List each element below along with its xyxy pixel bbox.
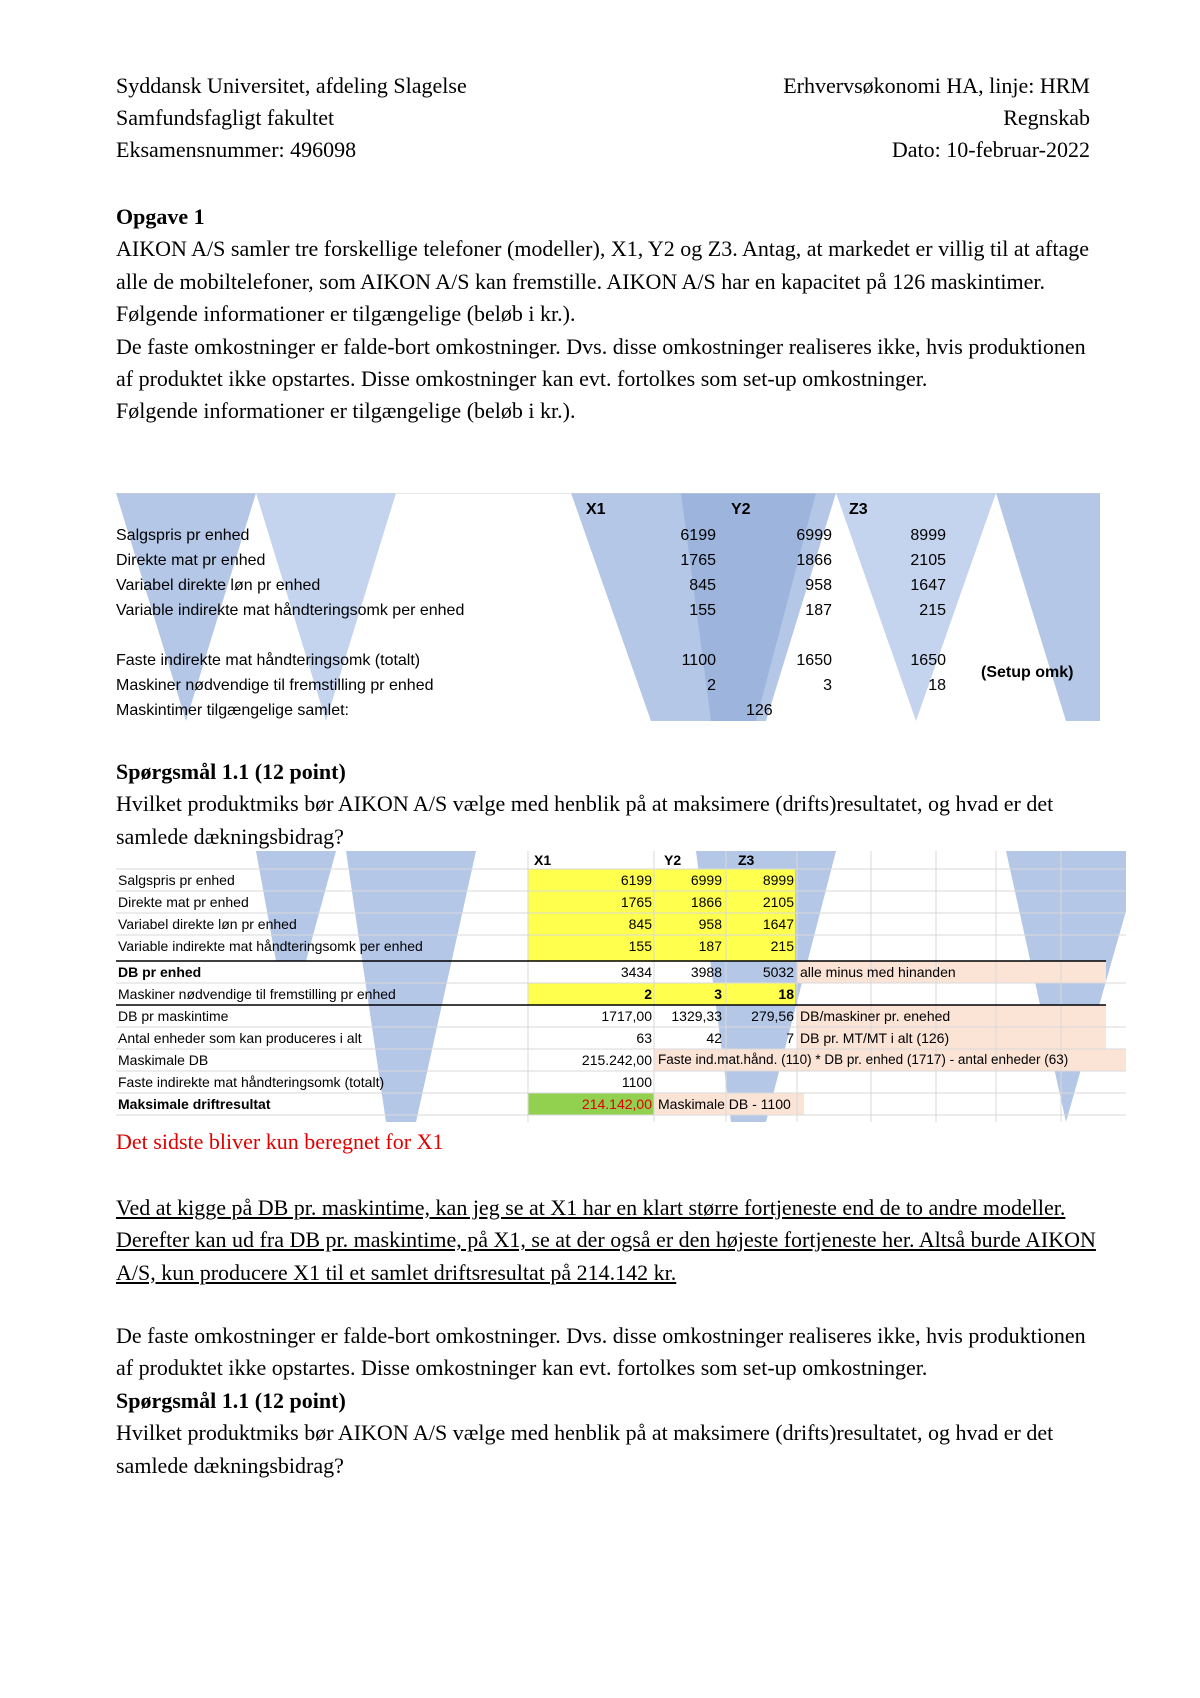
table2-col-y2: Y2 [664,852,682,868]
table1-cell: 126 [746,702,773,719]
table2-row-label: Maskiner nødvendige til fremstilling pr enhed [118,986,396,1002]
task-info-2: Følgende informationer er tilgængelige (beløb i kr.). [116,398,576,424]
table1-cell: 1765 [680,552,716,569]
table2-row-label: Salgspris pr enhed [118,872,235,888]
table2-cell: 8999 [762,872,794,888]
task-section [116,201,1096,428]
task-info-1: Følgende informationer er tilgængelige (beløb i kr.). [116,301,576,327]
header-date: Dato: 10-februar-2022 [891,137,1090,162]
table1-row-label: Salgspris pr enhed [116,527,250,544]
table2-cell: 958 [698,916,722,932]
question-1-title: Spørgsmål 1.1 (12 point) [116,759,346,784]
table1-cell: 18 [928,677,946,694]
table1-row-label: Variabel direkte løn pr enhed [116,577,321,594]
table1-cell: 3 [823,677,832,694]
table2-cell: 18 [778,986,794,1002]
question-1-text: Hvilket produktmiks bør AIKON A/S vælge med henblik på at maksimere (drifts)resultatet, og hvad er det samlede dækningsbidrag? [116,791,1054,849]
table2-cell: 2 [644,986,652,1002]
table2-cell: 6199 [620,872,652,888]
table2-row-label: DB pr maskintime [118,1008,229,1024]
table2-cell: 42 [706,1030,722,1046]
table2-row-label: Antal enheder som kan produceres i alt [118,1030,362,1046]
question-1 [116,756,1096,853]
table2-row-label: Direkte mat pr enhed [118,894,249,910]
table2-note: DB pr. MT/MT i alt (126) [800,1030,950,1046]
table2-row-label: DB pr enhed [118,964,202,980]
table2-cell: 6999 [690,872,722,888]
table2-cell: 63 [636,1030,652,1046]
table1-cell: 1650 [910,652,946,669]
table2-col-x1: X1 [534,852,552,868]
input-table-image [116,493,1100,721]
table2-cell: 187 [698,938,722,954]
table1-cell: 2 [707,677,716,694]
table2-cell: 1647 [762,916,794,932]
table2-note: alle minus med hinanden [800,964,956,980]
table1-cell: 1866 [796,552,832,569]
task-intro: AIKON A/S samler tre forskellige telefoner (modeller), X1, Y2 og Z3. Antag, at markedet er villig til at aftage alle de mobiltelefoner, som AIKON A/S kan fremstille. AIKON A/S har en kapacitet på 126 maskintimer. [116,236,1089,294]
table1-col-z3: Z3 [849,501,868,518]
table2-cell: 279,56 [751,1008,794,1024]
table2-col-z3: Z3 [738,852,755,868]
question-2-text: Hvilket produktmiks bør AIKON A/S vælge med henblik på at maksimere (drifts)resultatet, og hvad er det samlede dækningsbidrag? [116,1420,1054,1478]
table2-cell: 845 [628,916,652,932]
table2-cell: 1100 [621,1074,652,1090]
calculation-table-image [116,851,1126,1122]
table1-setup-note: (Setup omk) [981,664,1074,681]
table2-cell: 3434 [620,964,652,980]
task-fixed-costs: De faste omkostninger er falde-bort omkostninger. Dvs. disse omkostninger realiseres ikke, hvis produktionen af produktet ikke opstartes. Disse omkostninger kan evt. fortolkes som set-up omkostninger. [116,333,1086,392]
table2-row-label: Maskimale DB [118,1052,209,1068]
table2-result-cell: 214.142,00 [581,1096,652,1112]
table2-cell: 215.242,00 [581,1052,652,1068]
table1-col-y2: Y2 [731,501,751,518]
table1-cell: 1650 [796,652,832,669]
table2-row-label: Faste indirekte mat håndteringsomk (totalt) [118,1074,385,1090]
table1-cell: 845 [689,577,716,594]
header-faculty: Samfundsfagligt fakultet [116,105,335,130]
table1-cell: 187 [805,602,832,619]
red-note: Det sidste bliver kun beregnet for X1 [116,1129,444,1154]
table2-cell: 1717,00 [601,1008,652,1024]
table2-cell: 7 [786,1030,794,1046]
table1-col-x1: X1 [586,501,606,518]
header-course: Regnskab [1003,105,1090,130]
table1-cell: 215 [919,602,946,619]
table2-cell: 5032 [762,964,794,980]
table2-note: DB/maskiner pr. enehed [800,1008,951,1024]
question-2-title: Spørgsmål 1.1 (12 point) [116,1387,346,1413]
table1-row-label: Maskintimer tilgængelige samlet: [116,702,349,719]
table2-row-label: Maksimale driftresultat [118,1096,271,1112]
header-exam-number: Eksamensnummer: 496098 [116,137,357,162]
table2-cell: 2105 [762,894,794,910]
table1-cell: 2105 [910,552,946,569]
table2-note: Maskimale DB - 1100 [658,1096,791,1112]
table1-row-label: Faste indirekte mat håndteringsomk (totalt) [116,652,421,669]
table2-cell: 1329,33 [671,1008,722,1024]
table2-note: Faste ind.mat.hånd. (110) * DB pr. enhed (1717) - antal enheder (63) [658,1052,1069,1067]
table1-cell: 958 [805,577,832,594]
table1-cell: 8999 [910,527,946,544]
conclusion-text: Ved at kigge på DB pr. maskintime, kan jeg se at X1 har en klart større fortjeneste end de to andre modeller. Derefter kan ud fra DB pr. maskintime, på X1, se at der også er den højeste fortjeneste her. Altså burde AIKON A/S, kun producere X1 til et samlet driftsresultat på 214.142 kr. [116,1195,1096,1285]
table1-cell: 1647 [910,577,946,594]
table2-cell: 1866 [690,894,722,910]
table2-row-label: Variable indirekte mat håndteringsomk per enhed [118,938,423,954]
table2-cell: 215 [770,938,794,954]
header-university: Syddansk Universitet, afdeling Slagelse [116,73,467,98]
table1-cell: 6999 [796,527,832,544]
header-program: Erhvervsøkonomi HA, linje: HRM [783,73,1090,98]
header-right [783,70,1090,166]
table2-cell: 1765 [620,894,652,910]
repeat-section [116,1320,1096,1482]
table2-row-label: Variabel direkte løn pr enhed [118,916,297,932]
table2-cell: 155 [628,938,652,954]
table1-row-label: Maskiner nødvendige til fremstilling pr enhed [116,677,434,694]
header-left [116,70,467,166]
table1-cell: 155 [689,602,716,619]
table1-cell: 1100 [681,652,716,669]
table1-cell: 6199 [680,527,716,544]
fixed-costs-repeat: De faste omkostninger er falde-bort omkostninger. Dvs. disse omkostninger realiseres ikke, hvis produktionen af produktet ikke opstartes. Disse omkostninger kan evt. fortolkes som set-up omkostninger. [116,1323,1086,1381]
table2-cell: 3988 [690,964,722,980]
task-title: Opgave 1 [116,204,205,229]
table1-row-label: Direkte mat pr enhed [116,552,266,569]
table2-cell: 3 [714,986,722,1002]
table1-row-label: Variable indirekte mat håndteringsomk per enhed [116,602,465,619]
